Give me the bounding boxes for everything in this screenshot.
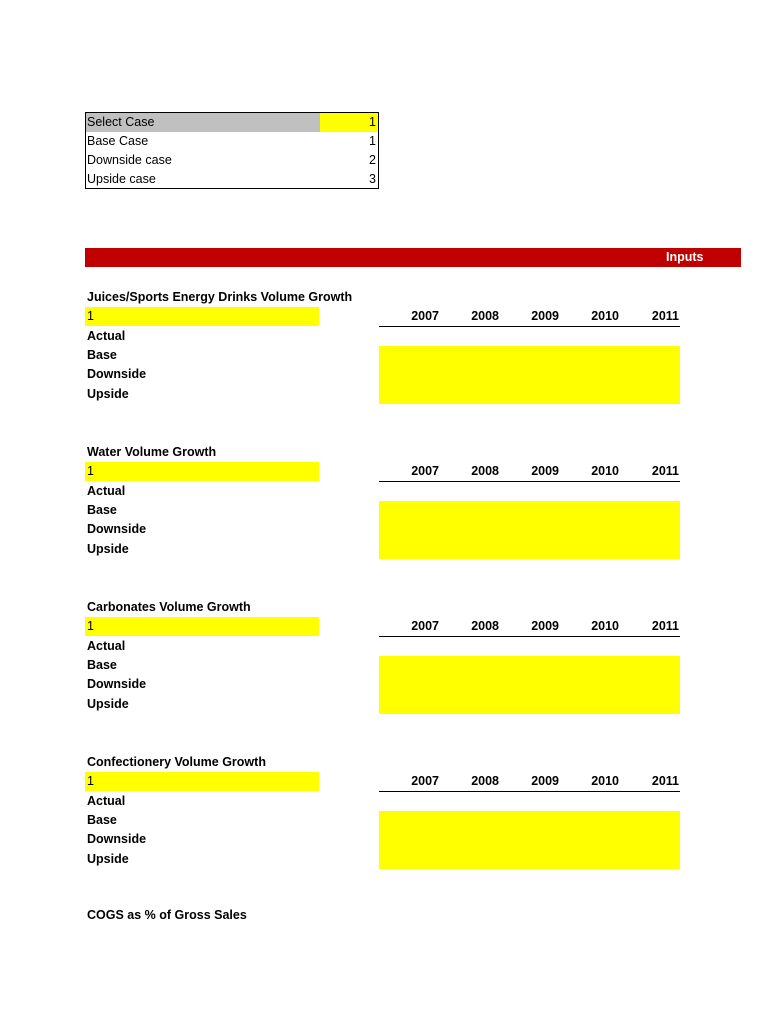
year-header: 2010 [591,464,619,478]
scenario-select-cell[interactable] [85,462,319,481]
scenario-select-value[interactable]: 1 [87,619,94,633]
year-header: 2008 [471,619,499,633]
input-cells-block[interactable] [379,346,680,404]
year-header: 2007 [411,464,439,478]
upside-case-row [86,170,378,189]
banner-title: Inputs [666,250,704,264]
section-juices [0,288,768,408]
year-header: 2008 [471,309,499,323]
row-label-downside: Downside [87,677,147,691]
select-case-label: Select Case [87,115,155,129]
input-cells-block[interactable] [379,501,680,559]
base-case-label: Base Case [87,134,149,148]
year-header: 2009 [531,774,559,788]
row-label-downside: Downside [87,522,147,536]
year-header: 2010 [591,309,619,323]
year-header-row [379,307,680,327]
row-label-downside: Downside [87,367,147,381]
year-header: 2007 [411,774,439,788]
input-cells-block[interactable] [379,811,680,869]
row-label-upside: Upside [87,387,129,401]
year-header: 2010 [591,774,619,788]
year-header-row [379,772,680,792]
scenario-select-cell[interactable] [85,307,319,326]
row-label-actual: Actual [87,794,126,808]
row-label-actual: Actual [87,484,126,498]
section-confectionery [0,753,768,873]
year-header: 2009 [531,309,559,323]
case-selector-table [85,112,379,189]
row-label-upside: Upside [87,542,129,556]
base-case-row [86,132,378,151]
row-label-upside: Upside [87,852,129,866]
year-header: 2009 [531,464,559,478]
scenario-select-value[interactable]: 1 [87,464,94,478]
year-header: 2011 [651,774,679,788]
row-label-downside: Downside [87,832,147,846]
year-header: 2011 [651,619,679,633]
section-title: Carbonates Volume Growth [87,600,251,614]
scenario-select-cell[interactable] [85,772,319,791]
row-label-upside: Upside [87,697,129,711]
year-header-row [379,617,680,637]
downside-case-row [86,151,378,170]
row-label-actual: Actual [87,639,126,653]
row-label-base: Base [87,813,117,827]
year-header-row [379,462,680,482]
year-header: 2009 [531,619,559,633]
row-label-base: Base [87,348,117,362]
year-header: 2008 [471,774,499,788]
section-water [0,443,768,563]
section-title: Juices/Sports Energy Drinks Volume Growth [87,290,353,304]
downside-case-value: 2 [369,153,376,167]
year-header: 2011 [651,309,679,323]
section-title: Water Volume Growth [87,445,217,459]
section-title: Confectionery Volume Growth [87,755,266,769]
year-header: 2010 [591,619,619,633]
select-case-row[interactable] [86,113,378,132]
scenario-select-cell[interactable] [85,617,319,636]
scenario-select-value[interactable]: 1 [87,309,94,323]
year-header: 2007 [411,309,439,323]
row-label-base: Base [87,503,117,517]
cogs-section-title: COGS as % of Gross Sales [87,908,247,922]
row-label-base: Base [87,658,117,672]
scenario-select-value[interactable]: 1 [87,774,94,788]
year-header: 2008 [471,464,499,478]
year-header: 2011 [651,464,679,478]
downside-case-label: Downside case [87,153,172,167]
upside-case-label: Upside case [87,172,156,186]
inputs-banner [85,248,741,267]
section-carbonates [0,598,768,718]
input-cells-block[interactable] [379,656,680,714]
year-header: 2007 [411,619,439,633]
base-case-value: 1 [369,134,376,148]
select-case-value[interactable]: 1 [369,115,376,129]
row-label-actual: Actual [87,329,126,343]
upside-case-value: 3 [369,172,376,186]
